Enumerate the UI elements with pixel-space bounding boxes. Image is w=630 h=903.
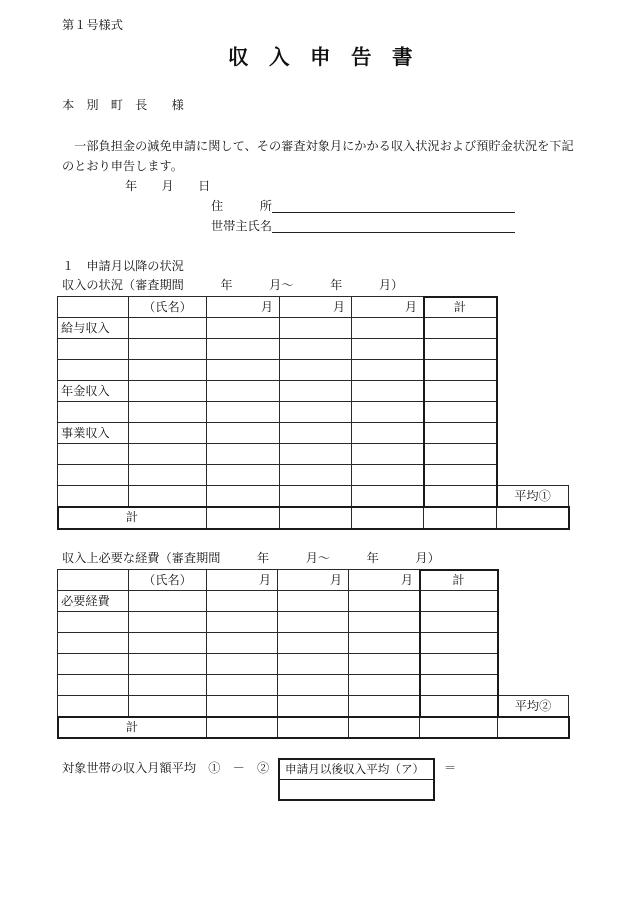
income-total-cell bbox=[423, 317, 497, 339]
expense-entry-cell bbox=[277, 695, 349, 717]
householder-name-underline bbox=[272, 232, 515, 233]
expense-entry-cell bbox=[128, 653, 207, 675]
income-entry-cell bbox=[206, 401, 280, 423]
income-entry-cell bbox=[351, 317, 424, 339]
income-label-cell bbox=[57, 443, 129, 465]
blank-area bbox=[497, 569, 569, 591]
expense-entry-cell bbox=[277, 611, 349, 633]
header-month-cell: 月 bbox=[279, 296, 352, 318]
income-entry-cell bbox=[351, 464, 424, 486]
income-label-cell: 給与収入 bbox=[57, 317, 129, 339]
blank-area bbox=[496, 338, 569, 360]
blank-area bbox=[496, 464, 569, 486]
expense-total-cell bbox=[419, 590, 498, 612]
income-entry-cell bbox=[279, 443, 352, 465]
income-label-cell bbox=[57, 464, 129, 486]
blank-area bbox=[496, 422, 569, 444]
expense-entry-cell bbox=[277, 590, 349, 612]
header-name-cell: （氏名） bbox=[128, 296, 207, 318]
blank-area bbox=[496, 296, 569, 318]
header-month-cell: 月 bbox=[206, 569, 278, 591]
form-number: 第１号様式 bbox=[62, 18, 123, 32]
income-month-total-cell bbox=[279, 506, 352, 529]
income-entry-cell bbox=[279, 338, 352, 360]
expense-label-cell bbox=[57, 611, 129, 633]
total-label-cell: 計 bbox=[57, 716, 207, 738]
header-total-cell: 計 bbox=[419, 569, 498, 591]
header-blank-cell bbox=[57, 296, 129, 318]
blank-area bbox=[497, 674, 569, 696]
income-total-cell bbox=[423, 443, 497, 465]
income-entry-cell bbox=[279, 464, 352, 486]
income-entry-cell bbox=[128, 443, 207, 465]
expense-entry-cell bbox=[348, 611, 420, 633]
expense-table-caption: 収入上必要な経費（審査期間 年 月～ 年 月） bbox=[62, 551, 440, 565]
income-total-cell bbox=[423, 359, 497, 381]
expense-entry-cell bbox=[277, 632, 349, 654]
income-grand-total-cell bbox=[423, 506, 497, 529]
blank-area bbox=[496, 359, 569, 381]
income-entry-cell bbox=[351, 401, 424, 423]
income-entry-cell bbox=[206, 359, 280, 381]
income-entry-cell bbox=[206, 422, 280, 444]
header-month-cell: 月 bbox=[277, 569, 349, 591]
blank-area bbox=[497, 653, 569, 675]
income-entry-cell bbox=[279, 422, 352, 444]
income-entry-cell bbox=[128, 359, 207, 381]
blank-area bbox=[497, 590, 569, 612]
expense-table bbox=[57, 569, 568, 737]
income-entry-cell bbox=[351, 338, 424, 360]
addressee: 本 別 町 長 様 bbox=[62, 98, 184, 112]
income-entry-cell bbox=[128, 317, 207, 339]
date-line: 年 月 日 bbox=[125, 179, 211, 193]
income-entry-cell bbox=[128, 485, 207, 507]
income-table-caption: 収入の状況（審査期間 年 月～ 年 月） bbox=[62, 278, 404, 292]
summary-result-box bbox=[278, 758, 435, 801]
address-underline bbox=[272, 212, 515, 213]
expense-total-cell bbox=[419, 653, 498, 675]
blank-area bbox=[496, 317, 569, 339]
income-entry-cell bbox=[279, 485, 352, 507]
header-month-cell: 月 bbox=[351, 296, 424, 318]
income-total-cell bbox=[423, 485, 497, 507]
income-total-cell bbox=[423, 380, 497, 402]
income-total-cell bbox=[423, 422, 497, 444]
equals-sign: ＝ bbox=[444, 761, 457, 775]
page-title: 収 入 申 告 書 bbox=[228, 45, 413, 69]
income-entry-cell bbox=[206, 464, 280, 486]
income-entry-cell bbox=[279, 317, 352, 339]
expense-label-cell bbox=[57, 632, 129, 654]
blank-area bbox=[496, 380, 569, 402]
expense-entry-cell bbox=[128, 632, 207, 654]
blank-area bbox=[497, 632, 569, 654]
income-entry-cell bbox=[128, 464, 207, 486]
income-entry-cell bbox=[128, 380, 207, 402]
income-total-cell bbox=[423, 401, 497, 423]
expense-entry-cell bbox=[348, 590, 420, 612]
average-1-value-cell bbox=[496, 506, 569, 529]
expense-total-cell bbox=[419, 695, 498, 717]
expense-entry-cell bbox=[206, 653, 278, 675]
income-entry-cell bbox=[128, 401, 207, 423]
householder-name-label: 世帯主氏名 bbox=[211, 219, 272, 233]
expense-month-total-cell bbox=[206, 716, 278, 738]
expense-label-cell bbox=[57, 674, 129, 696]
header-blank-cell bbox=[57, 569, 129, 591]
expense-grand-total-cell bbox=[419, 716, 498, 738]
expense-entry-cell bbox=[277, 674, 349, 696]
income-entry-cell bbox=[206, 485, 280, 507]
expense-month-total-cell bbox=[348, 716, 420, 738]
income-label-cell: 年金収入 bbox=[57, 380, 129, 402]
expense-entry-cell bbox=[348, 695, 420, 717]
average-2-label-cell: 平均② bbox=[497, 695, 569, 717]
income-entry-cell bbox=[206, 443, 280, 465]
blank-area bbox=[496, 401, 569, 423]
declaration-line-2: のとおり申告します。 bbox=[62, 159, 183, 173]
average-2-value-cell bbox=[497, 716, 569, 738]
income-entry-cell bbox=[279, 380, 352, 402]
summary-formula-label: 対象世帯の収入月額平均 ① － ② bbox=[62, 761, 270, 775]
income-label-cell bbox=[57, 338, 129, 360]
expense-entry-cell bbox=[206, 611, 278, 633]
expense-total-cell bbox=[419, 611, 498, 633]
income-entry-cell bbox=[279, 401, 352, 423]
income-entry-cell bbox=[351, 485, 424, 507]
header-month-cell: 月 bbox=[206, 296, 280, 318]
income-entry-cell bbox=[206, 317, 280, 339]
expense-month-total-cell bbox=[277, 716, 349, 738]
income-label-cell bbox=[57, 401, 129, 423]
expense-entry-cell bbox=[128, 590, 207, 612]
expense-entry-cell bbox=[128, 674, 207, 696]
expense-entry-cell bbox=[348, 632, 420, 654]
section-heading: １ 申請月以降の状況 bbox=[62, 259, 184, 273]
income-entry-cell bbox=[351, 380, 424, 402]
income-entry-cell bbox=[351, 359, 424, 381]
income-label-cell bbox=[57, 485, 129, 507]
income-entry-cell bbox=[206, 338, 280, 360]
expense-entry-cell bbox=[206, 695, 278, 717]
total-label-cell: 計 bbox=[57, 506, 207, 529]
income-month-total-cell bbox=[351, 506, 424, 529]
summary-result-value-cell bbox=[280, 780, 433, 799]
income-entry-cell bbox=[279, 359, 352, 381]
income-entry-cell bbox=[128, 422, 207, 444]
income-total-cell bbox=[423, 338, 497, 360]
expense-entry-cell bbox=[206, 674, 278, 696]
expense-entry-cell bbox=[348, 653, 420, 675]
income-entry-cell bbox=[206, 380, 280, 402]
address-label: 住 所 bbox=[211, 199, 272, 213]
expense-entry-cell bbox=[206, 590, 278, 612]
expense-entry-cell bbox=[277, 653, 349, 675]
blank-area bbox=[497, 611, 569, 633]
income-table bbox=[57, 296, 568, 528]
income-label-cell bbox=[57, 359, 129, 381]
summary-result-header: 申請月以後収入平均（ア） bbox=[280, 760, 433, 780]
income-entry-cell bbox=[128, 338, 207, 360]
income-entry-cell bbox=[351, 422, 424, 444]
expense-entry-cell bbox=[128, 695, 207, 717]
expense-total-cell bbox=[419, 674, 498, 696]
expense-label-cell bbox=[57, 653, 129, 675]
blank-area bbox=[496, 443, 569, 465]
header-month-cell: 月 bbox=[348, 569, 420, 591]
header-name-cell: （氏名） bbox=[128, 569, 207, 591]
declaration-line-1: 一部負担金の減免申請に関して、その審査対象月にかかる収入状況および預貯金状況を下記 bbox=[62, 139, 574, 153]
income-month-total-cell bbox=[206, 506, 280, 529]
income-total-cell bbox=[423, 464, 497, 486]
expense-entry-cell bbox=[128, 611, 207, 633]
income-label-cell: 事業収入 bbox=[57, 422, 129, 444]
expense-entry-cell bbox=[206, 632, 278, 654]
expense-entry-cell bbox=[348, 674, 420, 696]
expense-total-cell bbox=[419, 632, 498, 654]
header-total-cell: 計 bbox=[423, 296, 497, 318]
income-entry-cell bbox=[351, 443, 424, 465]
expense-label-cell bbox=[57, 695, 129, 717]
average-1-label-cell: 平均① bbox=[496, 485, 569, 507]
expense-label-cell: 必要経費 bbox=[57, 590, 129, 612]
